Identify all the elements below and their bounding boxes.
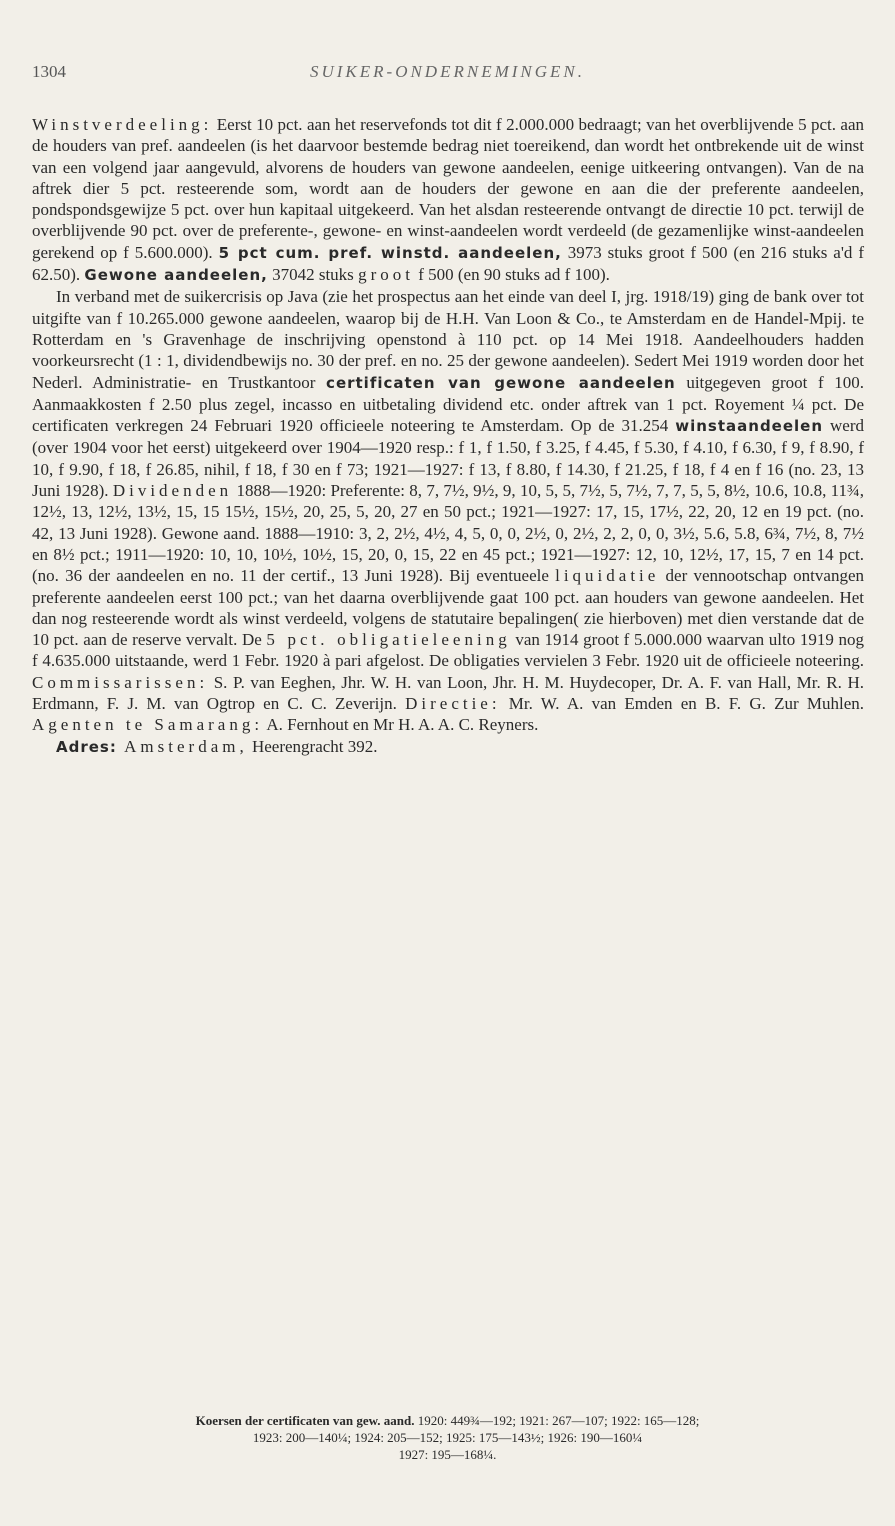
spaced-keyword: Dividenden [112,481,233,501]
paragraph-address [32,736,864,758]
paragraph-text: A. Fernhout en Mr H. A. A. C. Reyners. [263,715,539,735]
paragraph-text: S. P. van Eeghen, Jhr. W. H. van Loon, Jhr. H. M. Huydecoper, Dr. A. F. van Hall, Mr. R. H. Erdmann, F. J. M. van Ogtrop en C. C. Zeverijn. [32,672,864,714]
koersen-footnote [40,1412,855,1463]
koersen-line [40,1412,855,1429]
paragraph-text: In verband met de suikercrisis op Java (zie het prospectus aan het einde van deel I, jrg. 1918/19) ging de bank over tot uitgifte van f 10.265.000 gewone aandeelen, waarop bij de H.H. Van Loon & Co., te Amsterdam en de Handel-Mpij. te Rotterdam en 's Gravenhage de inschrijving openstond à 110 pct. op 14 Mei 1918. Aandeelhouders hadden voorkeursrecht (1 : 1, dividendbewijs no. 30 der pref. en no. 25 der gewone aandeelen). Sedert Mei 1919 worden door het Nederl. Administratie- en Trustkantoor [32,287,864,392]
bold-heading: 5 pct cum. pref. winstd. aandeelen, [218,243,562,262]
paragraph-text: f 500 (en 90 stuks ad f 100). [413,265,610,285]
spaced-keyword: Amsterdam, [116,736,248,756]
bold-heading: certificaten van gewone aandeelen [326,373,676,392]
koersen-lead: Koersen der certificaten van gew. aand. [195,1413,415,1428]
spaced-keyword: Commissarissen: [32,672,209,692]
koersen-line: 1923: 200—140¼; 1924: 205—152; 1925: 175—143½; 1926: 190—160¼ [252,1430,643,1445]
koersen-line: 1927: 195—168¼. [398,1447,497,1462]
spaced-keyword: Winstverdeeling: [32,115,213,134]
koersen-values: 1920: 449¾—192; 1921: 267—107; 1922: 165—128; [414,1413,700,1428]
spaced-keyword: Agenten te Samarang: [32,715,264,735]
article-body [32,114,864,758]
page-header [32,62,863,88]
spaced-keyword: 5 pct. obligatieleening [266,630,511,650]
paragraph-text: Heerengracht 392. [247,736,378,756]
paragraph-text: 37042 stuks [267,265,359,285]
bold-heading: winstaandeelen [675,417,824,436]
paragraph-text: van 1914 groot f 5.000.000 waarvan ulto 1919 nog f 4.635.000 uitstaande, werd 1 Febr. 1920 à pari afgelost. De obligaties vervielen 3 Febr. 1920 uit de officieele noteering. [32,630,864,671]
paragraph-winstverdeeling [32,114,864,286]
paragraph-text: Mr. W. A. van Emden en B. F. G. Zur Muhlen. [500,694,864,714]
paragraph-text: werd (over 1904 voor het eerst) uitgekeerd over 1904—1920 resp.: f 1, f 1.50, f 3.25, f 4.45, f 5.30, f 4.10, f 6.30, f 9, f 8.90, f 10, f 9.90, f 18, f 26.85, nihil, f 18, f 30 en f 73; 1921—1927: f 13, f 8.80, f 14.30, f 21.25, f 18, f 4 en f 16 (no. 23, 13 Juni 1928). [32,416,864,501]
spaced-keyword: Directie: [405,694,501,714]
paragraph-text: uitgegeven groot f 100. Aanmaakkosten f 2.50 plus zegel, incasso en uitbetaling dividend etc. onder aftrek van 1 pct. Royement ¼ pct. De certificaten verkregen 24 Februari 1920 officieele noteering te Amsterdam. Op de 31.254 [32,372,864,436]
paragraph-text: der vennootschap ontvangen preferente aandeelen eerst 100 pct.; van het daarna overblijvende gaat 100 pct. aan houders van gewone aandeelen. Het dan nog resteerende wordt als winst verdeeld, volgens de statutaire bepalingen( zie hierboven) met dien verstande dat de 10 pct. aan de reserve vervalt. De [32,566,864,650]
spaced-keyword: liquidatie [555,566,660,586]
paragraph-text: 1888—1920: Preferente: 8, 7, 7½, 9½, 9, 10, 5, 5, 7½, 5, 7½, 7, 7, 5, 5, 8½, 10.6, 10.8, 11¾, 12½, 13, 12½, 13½, 15, 15 15½, 15½, 20, 25, 5, 20, 27 en 50 pct.; 1921—1927: 17, 15, 17½, 22, 20, 12 en 19 pct. (no. 42, 13 Juni 1928). Gewone aand. 1888—1910: 3, 2, 2½, 4½, 4, 5, 0, 0, 2½, 0, 2½, 2, 2, 0, 0, 3½, 5.6, 5.8, 6¾, 7½, 8, 7½ en 8½ pct.; 1911—1920: 10, 10, 10½, 10½, 15, 20, 0, 15, 22 en 45 pct.; 1921—1927: 12, 10, 12½, 17, 15, 7 en 14 pct. (no. 36 der aandeelen en no. 11 der certif., 13 Juni 1928). Bij eventueele [32,481,864,586]
paragraph-history [32,286,864,735]
bold-heading: Gewone aandeelen, [84,266,268,285]
paragraph-text: Eerst 10 pct. aan het reservefonds tot dit f 2.000.000 bedraagt; van het overblijvende 5 pct. aan de houders van pref. aandeelen (is het daarvoor bestemde bedrag niet toereikend, dan wordt het ontbrekende uit de winst van een volgend jaar aangevuld, alvorens de houders van gewone aandeelen, eenige uitkeering ontvangen). Van de na aftrek dier 5 pct. resteerende som, wordt aan de houders der gewone en aan die der preferente aandeelen, pondspondsgewijze 5 pct. over hun kapitaal uitgekeerd. Van het alsdan resteerende ontvangt de directie 10 pct. terwijl de overblijvende 90 pct. over de preferente-, gewone- en winst-aandeelen wordt verdeeld (de gezamenlijke winst-aandeelen gerekend op f 5.600.000). [32,115,864,262]
running-title: SUIKER-ONDERNEMINGEN. [309,62,585,81]
paragraph-text: 3973 stuks groot f 500 (en 216 stuks a'd f 62.50). [32,242,865,285]
page-number: 1304 [32,62,66,81]
spaced-keyword: groot [358,265,414,285]
bold-heading: Adres: [56,737,117,756]
